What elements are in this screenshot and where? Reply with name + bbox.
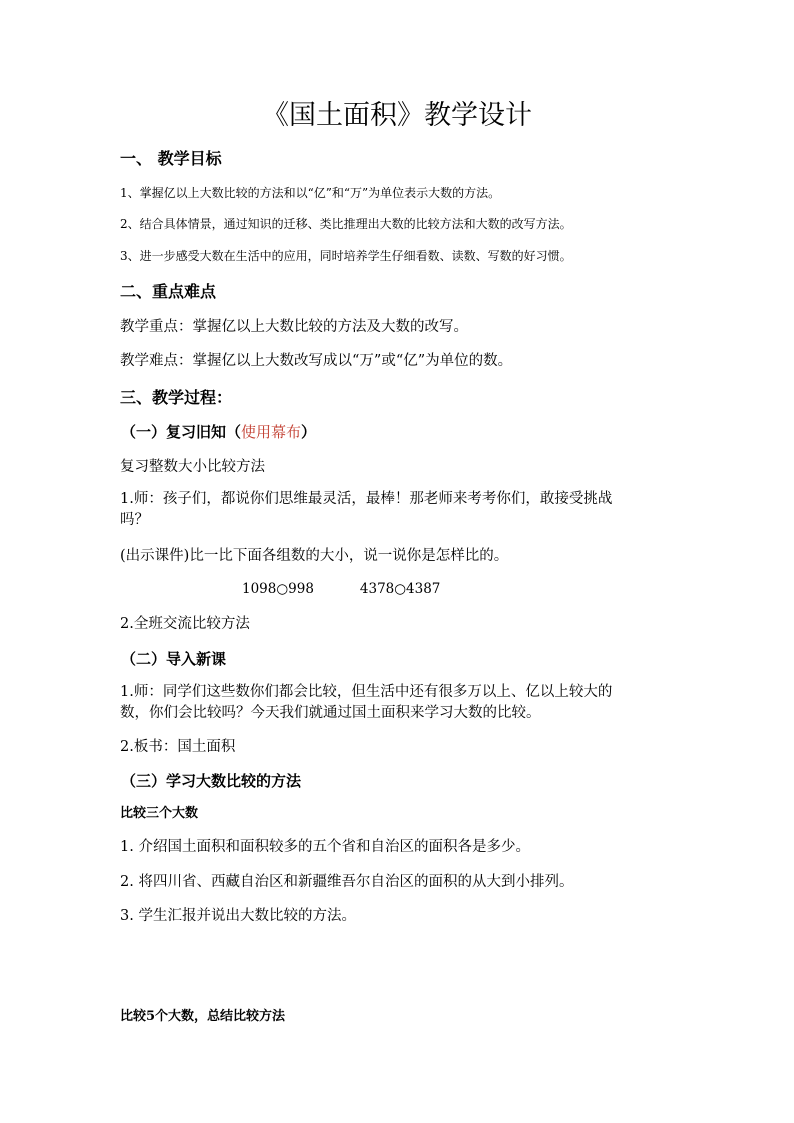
teaching-difficulty: 教学难点：掌握亿以上大数改写成以“万”或“亿”为单位的数。: [120, 353, 513, 369]
part1-question1-line2: 吗？: [120, 512, 149, 528]
part2-question2: 2.板书：国土面积: [120, 739, 236, 755]
part1-question2: 2.全班交流比较方法: [120, 616, 250, 632]
part1-subtitle: 复习整数大小比较方法: [120, 459, 265, 475]
goal-item-3: 3、进一步感受大数在生活中的应用，同时培养学生仔细看数、读数、写数的好习惯。: [120, 249, 572, 263]
part3-step-3: 3. 学生汇报并说出大数比较的方法。: [120, 908, 356, 924]
part1-heading-suffix: ）: [301, 423, 317, 441]
section-heading-goals: 一、 教学目标: [120, 149, 222, 168]
goal-item-1: 1、掌握亿以上大数比较的方法和以“亿”和“万”为单位表示大数的方法。: [120, 186, 501, 200]
section-heading-process: 三、教学过程：: [120, 388, 233, 407]
part1-heading: [121, 425, 316, 440]
part2-heading: （二）导入新课: [121, 650, 227, 668]
part2-question1-line1: 1.师：同学们这些数你们都会比较，但生活中还有很多万以上、亿以上较大的: [120, 684, 613, 700]
part3-step-1: 1. 介绍国土面积和面积较多的五个省和自治区的面积各是多少。: [120, 839, 530, 855]
part1-question1-line1: 1.师：孩子们，都说你们思维最灵活，最棒！那老师来考考你们，敢接受挑战: [120, 491, 613, 507]
document-title: 《国土面积》教学设计: [262, 100, 532, 131]
part1-show-instruction: (出示课件)比一比下面各组数的大小，说一说你是怎样比的。: [120, 548, 509, 564]
part2-question1-line2: 数，你们会比较吗？今天我们就通过国土面积来学习大数的比较。: [120, 705, 541, 721]
teaching-focus: 教学重点：掌握亿以上大数比较的方法及大数的改写。: [120, 319, 468, 335]
comparison-pair-2: 4378○4387: [359, 581, 441, 597]
goal-item-2: 2、结合具体情景，通过知识的迁移、类比推理出大数的比较方法和大数的改写方法。: [120, 217, 572, 231]
comparison-pair-1: 1098○998: [242, 581, 314, 597]
part1-heading-prefix: （一）复习旧知（: [121, 423, 242, 441]
part3-heading: （三）学习大数比较的方法: [121, 772, 302, 790]
part1-heading-note: 使用幕布: [241, 423, 302, 441]
section-heading-keypoints: 二、重点难点: [120, 282, 217, 301]
part3-step-2: 2. 将四川省、西藏自治区和新疆维吾尔自治区的面积的从大到小排列。: [120, 874, 574, 890]
part3-subheading-five: 比较5个大数，总结比较方法: [120, 1009, 286, 1024]
comparison-numbers: [242, 583, 440, 597]
part3-subheading-three: 比较三个大数: [120, 806, 199, 821]
